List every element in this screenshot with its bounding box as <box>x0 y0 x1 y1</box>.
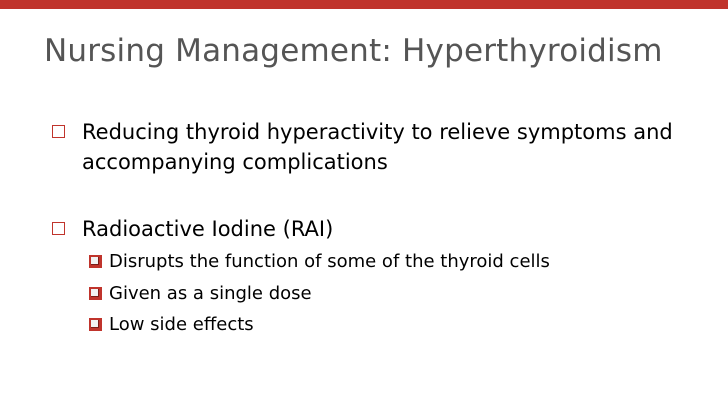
sub-bullet-item <box>89 281 689 307</box>
bullet-text: Reducing thyroid hyperactivity to relieve symptoms and accompanying complications <box>82 120 673 174</box>
filled-square-bullet-icon <box>89 255 102 268</box>
bullet-item <box>52 117 692 177</box>
filled-square-bullet-icon <box>89 287 102 300</box>
sub-bullet-text: Disrupts the function of some of the thyroid cells <box>109 251 550 272</box>
sub-bullet-item <box>89 249 689 275</box>
filled-square-bullet-icon <box>89 318 102 331</box>
hollow-square-bullet-icon <box>52 125 65 138</box>
accent-top-bar <box>0 0 728 9</box>
bullet-item <box>52 214 692 244</box>
sub-bullet-item <box>89 312 689 338</box>
bullet-text: Radioactive Iodine (RAI) <box>82 217 334 241</box>
sub-bullet-text: Given as a single dose <box>109 283 312 304</box>
hollow-square-bullet-icon <box>52 222 65 235</box>
sub-bullet-text: Low side effects <box>109 314 254 335</box>
slide-title: Nursing Management: Hyperthyroidism <box>44 33 663 69</box>
